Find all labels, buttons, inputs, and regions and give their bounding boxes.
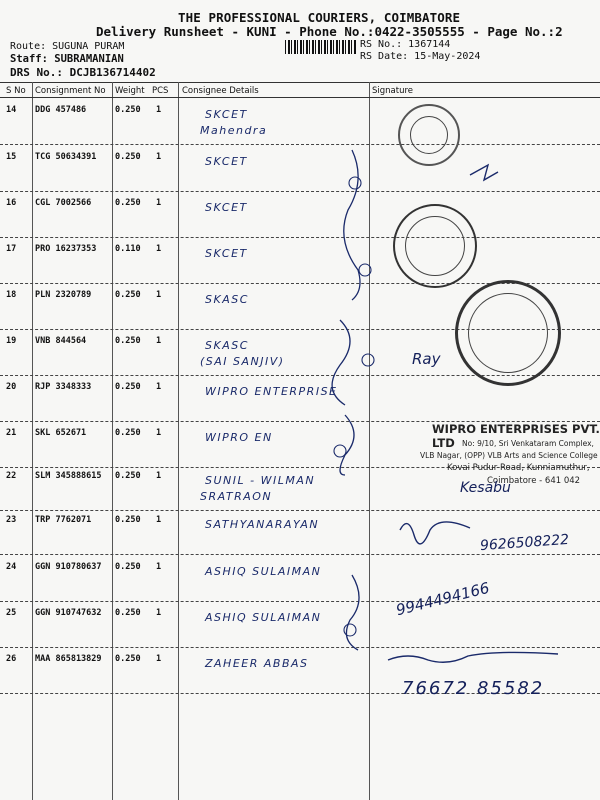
signature: Kesabu	[460, 480, 511, 496]
col-header-pcs: PCS	[152, 86, 169, 96]
route-label: Route: SUGUNA PURAM	[10, 41, 125, 52]
row-sno: 14	[6, 105, 17, 115]
wipro-stamp-line: VLB Nagar, (OPP) VLB Arts and Science College	[420, 451, 598, 460]
page-subtitle: Delivery Runsheet - KUNI - Phone No.:0422-3505555 - Page No.:2	[96, 24, 563, 39]
row-weight: 0.250	[115, 608, 141, 618]
col-header-consignment: Consignment No	[35, 86, 106, 96]
row-sno: 15	[6, 152, 17, 162]
row-pcs: 1	[156, 152, 162, 162]
row-consignment-no: SKL 652671	[35, 428, 87, 438]
row-consignment-no: MAA 865813829	[35, 654, 102, 664]
row-consignment-no: VNB 844564	[35, 336, 87, 346]
consignee-handwriting: SKASC	[205, 293, 249, 306]
staff-label: Staff: SUBRAMANIAN	[10, 53, 124, 65]
wipro-stamp-line: No: 9/10, Sri Venkataram Complex,	[462, 439, 594, 448]
row-pcs: 1	[156, 428, 162, 438]
row-pcs: 1	[156, 515, 162, 525]
row-sno: 16	[6, 198, 17, 208]
row-pcs: 1	[156, 382, 162, 392]
signature: Ray	[412, 350, 441, 368]
row-pcs: 1	[156, 105, 162, 115]
row-consignment-no: GGN 910780637	[35, 562, 102, 572]
row-sno: 25	[6, 608, 17, 618]
consignee-handwriting: (SAI SANJIV)	[200, 355, 285, 368]
consignee-handwriting: SATHYANARAYAN	[205, 518, 320, 531]
signature-phone: 9626508222	[479, 531, 570, 555]
wipro-stamp-line: Coimbatore - 641 042	[487, 476, 581, 486]
col-header-details: Consignee Details	[182, 86, 259, 96]
row-consignment-no: TRP 7762071	[35, 515, 92, 525]
row-consignment-no: CGL 7002566	[35, 198, 92, 208]
row-consignment-no: PLN 2320789	[35, 290, 92, 300]
page-title: THE PROFESSIONAL COURIERS, COIMBATORE	[178, 10, 461, 25]
rs-number: RS No.: 1367144	[360, 39, 451, 50]
consignee-handwriting: SKCET	[205, 155, 248, 168]
row-weight: 0.250	[115, 428, 141, 438]
consignee-handwriting: Mahendra	[200, 124, 268, 137]
row-consignment-no: TCG 50634391	[35, 152, 97, 162]
row-weight: 0.250	[115, 105, 141, 115]
row-weight: 0.250	[115, 336, 141, 346]
wipro-stamp-line: Kovai Pudur Road, Kunniamuthur,	[447, 463, 590, 473]
drs-number: DRS No.: DCJB136714402	[10, 66, 156, 79]
consignee-handwriting: ASHIQ SULAIMAN	[205, 611, 322, 624]
row-sno: 24	[6, 562, 17, 572]
row-consignment-no: SLM 345888615	[35, 471, 102, 481]
row-weight: 0.250	[115, 290, 141, 300]
consignee-handwriting: ZAHEER ABBAS	[205, 657, 309, 670]
col-header-sno: S No	[6, 86, 26, 96]
row-pcs: 1	[156, 608, 162, 618]
row-pcs: 1	[156, 471, 162, 481]
col-header-weight: Weight	[115, 86, 145, 96]
row-weight: 0.250	[115, 382, 141, 392]
row-weight: 0.250	[115, 654, 141, 664]
consignee-handwriting: SKCET	[205, 201, 248, 214]
row-sno: 18	[6, 290, 17, 300]
row-pcs: 1	[156, 654, 162, 664]
row-sno: 17	[6, 244, 17, 254]
consignee-handwriting: SRATRAON	[200, 490, 273, 503]
consignee-handwriting: SKASC	[205, 339, 249, 352]
row-weight: 0.250	[115, 515, 141, 525]
row-weight: 0.110	[115, 244, 141, 254]
row-sno: 21	[6, 428, 17, 438]
row-pcs: 1	[156, 244, 162, 254]
row-consignment-no: RJP 3348333	[35, 382, 92, 392]
wipro-stamp-name: WIPRO ENTERPRISES PVT. LTD	[432, 422, 600, 450]
consignee-handwriting: SUNIL - WILMAN	[205, 474, 316, 487]
consignee-handwriting: SKCET	[205, 108, 248, 121]
row-pcs: 1	[156, 562, 162, 572]
row-weight: 0.250	[115, 152, 141, 162]
row-sno: 23	[6, 515, 17, 525]
row-pcs: 1	[156, 198, 162, 208]
signature-phone: 9944494166	[394, 578, 492, 620]
row-consignment-no: GGN 910747632	[35, 608, 102, 618]
row-consignment-no: PRO 16237353	[35, 244, 97, 254]
row-weight: 0.250	[115, 471, 141, 481]
row-sno: 20	[6, 382, 17, 392]
consignee-handwriting: WIPRO ENTERPRISE	[205, 385, 338, 398]
rs-date: RS Date: 15-May-2024	[360, 51, 481, 62]
row-pcs: 1	[156, 290, 162, 300]
row-sno: 22	[6, 471, 17, 481]
col-header-signature: Signature	[372, 86, 414, 96]
row-weight: 0.250	[115, 562, 141, 572]
consignee-handwriting: SKCET	[205, 247, 248, 260]
consignee-handwriting: ASHIQ SULAIMAN	[205, 565, 322, 578]
consignee-handwriting: WIPRO EN	[205, 431, 273, 444]
row-sno: 26	[6, 654, 17, 664]
row-weight: 0.250	[115, 198, 141, 208]
signature-phone: 76672 85582	[402, 678, 545, 699]
row-consignment-no: DDG 457486	[35, 105, 87, 115]
row-sno: 19	[6, 336, 17, 346]
row-pcs: 1	[156, 336, 162, 346]
